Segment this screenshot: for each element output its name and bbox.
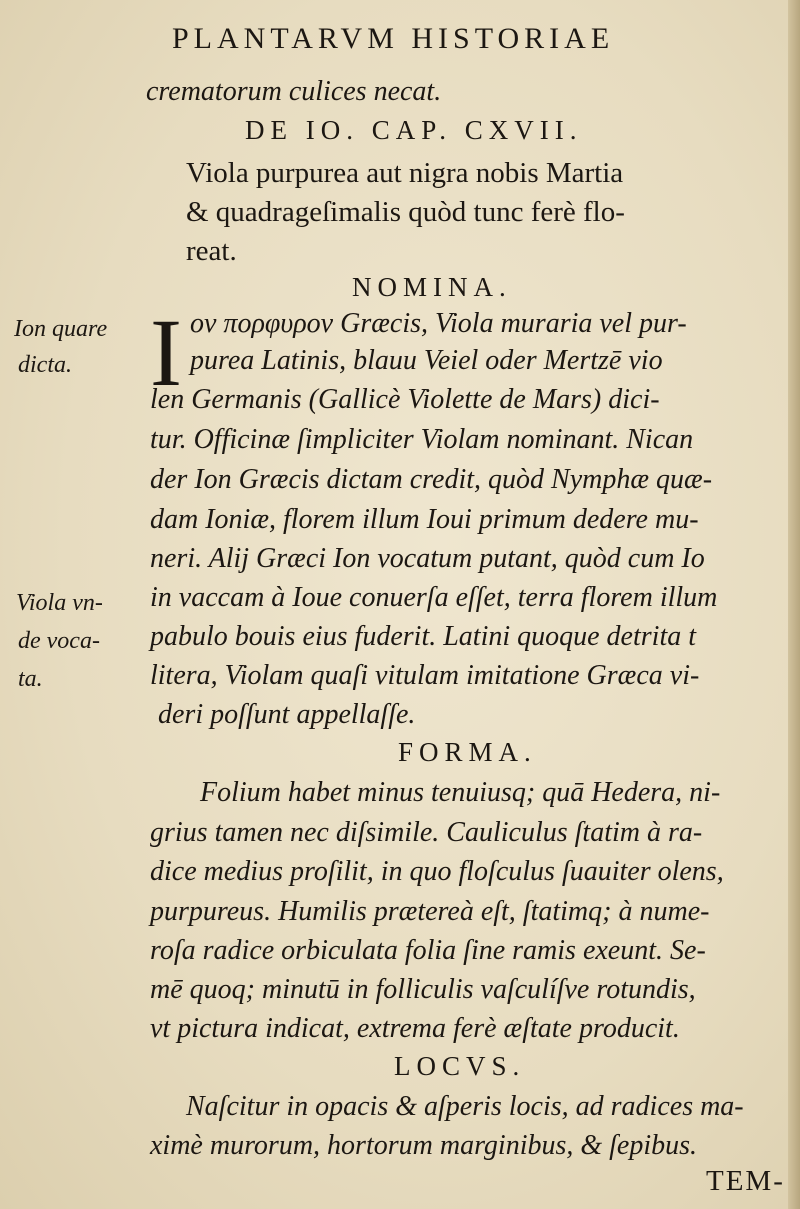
section-heading: LOCVS.	[394, 1051, 526, 1081]
margin-note: dicta.	[18, 352, 72, 378]
text-line: der Ion Græcis dictam credit, quòd Nymphæ quæ-	[150, 464, 713, 495]
text-line: tur. Officinæ ſimpliciter Violam nominant. Nican	[150, 424, 694, 455]
text-line: Naſcitur in opacis & aſperis locis, ad radices ma-	[186, 1091, 744, 1122]
margin-note: Ion quare	[14, 316, 108, 342]
text-line: & quadrageſimalis quòd tunc ferè flo-	[186, 196, 625, 228]
text-line: mē quoq; minutū in folliculis vaſculíſve rotundis,	[150, 974, 696, 1005]
margin-note: Viola vn-	[16, 590, 103, 616]
text-line: reat.	[186, 235, 237, 267]
text-line: len Germanis (Gallicè Violette de Mars) dici-	[150, 384, 660, 415]
text-line: crematorum culices necat.	[146, 76, 442, 107]
catchword: TEM-	[706, 1165, 785, 1197]
text-line: ximè murorum, hortorum marginibus, & ſepibus.	[150, 1130, 698, 1161]
text-line: dam Ioniæ, florem illum Ioui primum dedere mu-	[150, 504, 699, 535]
section-heading: NOMINA.	[352, 272, 512, 302]
text-line: in vaccam à Ioue conuerſa eſſet, terra florem illum	[150, 582, 718, 613]
text-line: neri. Alij Græci Ion vocatum putant, quòd cum Io	[150, 543, 705, 574]
text-line: vt pictura indicat, extrema ferè æſtate producit.	[150, 1013, 680, 1044]
chapter-heading: DE IO. CAP. CXVII.	[245, 115, 583, 145]
margin-note: de voca-	[18, 628, 100, 654]
text-line: litera, Violam quaſi vitulam imitatione Græca vi-	[150, 660, 700, 691]
text-line: Viola purpurea aut nigra nobis Martia	[186, 157, 624, 189]
text-line: roſa radice orbiculata folia ſine ramis exeunt. Se-	[150, 935, 706, 966]
margin-note: ta.	[18, 666, 43, 692]
text-line: grius tamen nec diſsimile. Cauliculus ſtatim à ra-	[150, 817, 703, 848]
text-line: deri poſſunt appellaſſe.	[158, 699, 416, 730]
text-line: dice medius proſilit, in quo floſculus ſuauiter olens,	[150, 856, 724, 887]
page-edge	[788, 0, 800, 1209]
drop-cap: I	[150, 299, 182, 406]
text-line: purpureus. Humilis prætereà eſt, ſtatimq; à nume-	[150, 896, 710, 927]
text-line: Folium habet minus tenuiusq; quā Hedera, ni-	[200, 777, 721, 808]
text-line: pabulo bouis eius fuderit. Latini quoque detrita t	[150, 621, 696, 652]
running-head: PLANTARVM HISTORIAE	[172, 22, 615, 55]
section-heading: FORMA.	[398, 737, 537, 767]
text-line: ον πορφυρον Græcis, Viola muraria vel pur-	[190, 308, 687, 339]
text-line: purea Latinis, blauu Veiel oder Mertzē vio	[190, 345, 663, 376]
